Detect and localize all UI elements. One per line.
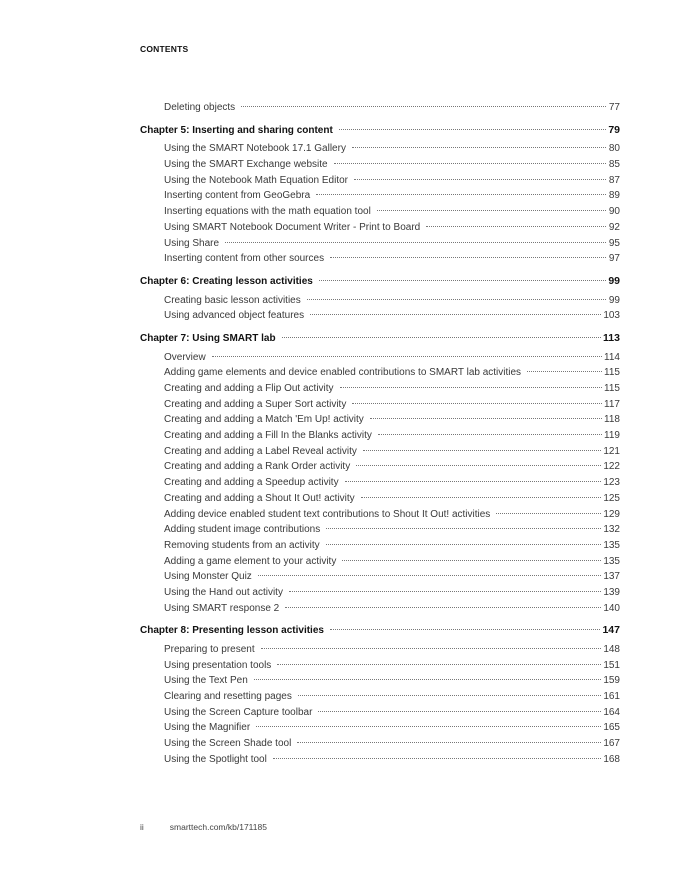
toc-entry-title: Creating and adding a Fill In the Blanks activity xyxy=(164,430,372,442)
toc-entry-title: Using the Text Pen xyxy=(164,675,248,687)
toc-entry-title: Creating basic lesson activities xyxy=(164,294,301,306)
toc-page-number: 97 xyxy=(608,253,620,265)
toc-page-number: 168 xyxy=(603,753,620,765)
toc-entry-link[interactable] xyxy=(140,507,620,523)
toc-entry-title: Using Share xyxy=(164,237,220,249)
dot-leader xyxy=(527,371,602,372)
toc-entry-title: Creating and adding a Shout It Out! activity xyxy=(164,492,355,504)
toc-page-number: 79 xyxy=(608,123,620,136)
dot-leader xyxy=(319,280,606,281)
toc-page-number: 164 xyxy=(603,706,620,718)
toc-entry-link[interactable] xyxy=(140,188,620,204)
toc-entry-title: Using the Magnifier xyxy=(164,722,251,734)
toc-page-number: 135 xyxy=(603,555,620,567)
toc-entry-title: Inserting content from other sources xyxy=(164,253,325,265)
dot-leader xyxy=(426,226,606,227)
dot-leader xyxy=(289,591,601,592)
dot-leader xyxy=(352,403,602,404)
toc-chapter-link[interactable] xyxy=(140,274,620,290)
toc-entry-link[interactable] xyxy=(140,157,620,173)
toc-entry-title: Creating and adding a Label Reveal activity xyxy=(164,445,357,457)
toc-entry-link[interactable] xyxy=(140,601,620,617)
dot-leader xyxy=(307,299,606,300)
dot-leader xyxy=(212,356,602,357)
toc-entry-title: Chapter 6: Creating lesson activities xyxy=(140,275,313,287)
toc-entry-link[interactable] xyxy=(140,459,620,475)
toc-entry-link[interactable] xyxy=(140,381,620,397)
toc-page-number: 90 xyxy=(608,206,620,218)
dot-leader xyxy=(345,481,602,482)
dot-leader xyxy=(241,106,606,107)
toc-entry-link[interactable] xyxy=(140,673,620,689)
dot-leader xyxy=(282,337,601,338)
toc-page-number: 165 xyxy=(603,722,620,734)
toc-page-number: 99 xyxy=(608,294,620,306)
toc-entry-link[interactable] xyxy=(140,236,620,252)
toc-entry-link[interactable] xyxy=(140,141,620,157)
toc-page-number: 148 xyxy=(603,644,620,655)
toc-page-number: 85 xyxy=(608,159,620,171)
toc-entry-title: Using the Spotlight tool xyxy=(164,753,267,765)
toc-entry-link[interactable] xyxy=(140,412,620,428)
toc-page-number: 159 xyxy=(603,675,620,687)
page-footer xyxy=(140,822,267,832)
toc-entry-title: Creating and adding a Super Sort activity xyxy=(164,398,347,410)
toc-entry-link[interactable] xyxy=(140,658,620,674)
toc-entry-title: Removing students from an activity xyxy=(164,539,320,551)
toc-entry-link[interactable] xyxy=(140,350,620,366)
footer-page-number: ii xyxy=(140,822,144,832)
toc-entry-title: Adding device enabled student text contributions to Shout It Out! activities xyxy=(164,508,491,520)
toc-entry-title: Overview xyxy=(164,351,206,363)
toc-page-number: 122 xyxy=(603,461,620,473)
toc-page-number: 137 xyxy=(603,571,620,583)
dot-leader xyxy=(354,179,606,180)
dot-leader xyxy=(363,450,601,451)
dot-leader xyxy=(330,257,606,258)
toc-entry-title: Chapter 5: Inserting and sharing content xyxy=(140,124,333,136)
toc-page-number: 99 xyxy=(608,274,620,287)
toc-entry-title: Creating and adding a Rank Order activity xyxy=(164,461,351,473)
toc-page-number: 80 xyxy=(608,143,620,155)
toc-entry-link[interactable] xyxy=(140,308,620,324)
toc-entry-title: Using SMART response 2 xyxy=(164,602,280,614)
dot-leader xyxy=(352,147,606,148)
toc-page-number: 129 xyxy=(603,508,620,520)
toc-page-number: 139 xyxy=(603,586,620,598)
toc-entry-title: Deleting objects xyxy=(164,102,236,113)
toc-page-number: 89 xyxy=(608,190,620,202)
toc-entry-title: Using the Screen Shade tool xyxy=(164,738,292,750)
toc-entry-title: Adding student image contributions xyxy=(164,524,321,536)
toc-entry-title: Using SMART Notebook Document Writer - Print to Board xyxy=(164,221,421,233)
dot-leader xyxy=(330,629,601,630)
toc-entry-title: Creating and adding a Flip Out activity xyxy=(164,383,334,394)
toc-entry-title: Chapter 8: Presenting lesson activities xyxy=(140,625,324,637)
toc-entry-title: Using the SMART Exchange website xyxy=(164,159,328,171)
footer-url-link[interactable]: smarttech.com/kb/171185 xyxy=(169,822,267,832)
dot-leader xyxy=(318,711,601,712)
toc-entry-link[interactable] xyxy=(140,173,620,189)
toc-entry-link[interactable] xyxy=(140,689,620,705)
toc-entry-title: Using the Hand out activity xyxy=(164,586,283,598)
toc-chapter-link[interactable] xyxy=(140,123,620,139)
toc-entry-link[interactable] xyxy=(140,251,620,267)
toc-chapter-link[interactable] xyxy=(140,331,620,347)
dot-leader xyxy=(378,434,602,435)
toc-page-number: 95 xyxy=(608,237,620,249)
toc-entry-link[interactable] xyxy=(140,220,620,236)
toc-entry-title: Adding a game element to your activity xyxy=(164,555,337,567)
dot-leader xyxy=(326,528,601,529)
toc-entry-title: Inserting equations with the math equation tool xyxy=(164,206,371,218)
toc-entry-link[interactable] xyxy=(140,705,620,721)
toc-page-number: 132 xyxy=(603,524,620,536)
toc-entry-link[interactable] xyxy=(140,585,620,601)
dot-leader xyxy=(225,242,606,243)
toc-entry-link[interactable] xyxy=(140,204,620,220)
toc-page-number: 135 xyxy=(603,539,620,551)
toc-entry-link[interactable] xyxy=(140,100,620,116)
toc-page-number: 161 xyxy=(603,691,620,703)
toc-entry-title: Using Monster Quiz xyxy=(164,571,252,583)
dot-leader xyxy=(339,129,606,130)
toc-page-number: 92 xyxy=(608,221,620,233)
page-header-title: CONTENTS xyxy=(140,44,189,54)
toc-entry-title: Creating and adding a Match 'Em Up! activity xyxy=(164,414,364,426)
toc-entry-link[interactable] xyxy=(140,522,620,538)
dot-leader xyxy=(261,648,602,649)
toc-entry-title: Inserting content from GeoGebra xyxy=(164,190,311,202)
dot-leader xyxy=(297,742,601,743)
dot-leader xyxy=(273,758,601,759)
toc-page-number: 147 xyxy=(602,624,620,637)
toc-entry-link[interactable] xyxy=(140,538,620,554)
toc-page-number: 114 xyxy=(604,351,620,363)
dot-leader xyxy=(334,163,606,164)
dot-leader xyxy=(298,695,601,696)
dot-leader xyxy=(326,544,602,545)
dot-leader xyxy=(285,607,601,608)
toc-entry-link[interactable] xyxy=(140,365,620,381)
toc-page-number: 121 xyxy=(603,445,620,457)
dot-leader xyxy=(377,210,606,211)
dot-leader xyxy=(256,726,601,727)
toc-entry-title: Using advanced object features xyxy=(164,310,305,322)
dot-leader xyxy=(258,575,602,576)
dot-leader xyxy=(316,194,606,195)
toc-page-number: 113 xyxy=(603,331,620,344)
toc-page-number: 123 xyxy=(603,477,620,489)
dot-leader xyxy=(254,679,602,680)
toc-entry-link[interactable] xyxy=(140,491,620,507)
toc-entry-link[interactable] xyxy=(140,736,620,752)
toc-entry-title: Using the SMART Notebook 17.1 Gallery xyxy=(164,143,346,155)
toc-page-number: 140 xyxy=(603,602,620,614)
toc-entry-title: Chapter 7: Using SMART lab xyxy=(140,332,276,344)
toc-entry-link[interactable] xyxy=(140,444,620,460)
toc-entry-link[interactable] xyxy=(140,475,620,491)
toc-page-number: 87 xyxy=(608,174,620,186)
dot-leader xyxy=(370,418,602,419)
dot-leader xyxy=(496,513,601,514)
toc-entry-title: Creating and adding a Speedup activity xyxy=(164,477,339,489)
toc-entry-link[interactable] xyxy=(140,554,620,570)
toc-page-number: 117 xyxy=(604,398,620,410)
toc-entry-link[interactable] xyxy=(140,569,620,585)
toc-entry-title: Clearing and resetting pages xyxy=(164,691,292,703)
toc-entry-title: Adding game elements and device enabled contributions to SMART lab activities xyxy=(164,367,522,379)
toc-entry-link[interactable] xyxy=(140,642,620,658)
dot-leader xyxy=(342,560,601,561)
dot-leader xyxy=(310,314,601,315)
dot-leader xyxy=(356,465,601,466)
toc-entry-title: Using presentation tools xyxy=(164,659,272,671)
toc-entry-link[interactable] xyxy=(140,397,620,413)
toc-page-number: 77 xyxy=(608,102,620,113)
toc-page-number: 119 xyxy=(604,430,620,442)
dot-leader xyxy=(361,497,602,498)
table-of-contents xyxy=(140,100,620,768)
toc-page-number: 118 xyxy=(604,414,620,426)
toc-page-number: 167 xyxy=(603,738,620,750)
dot-leader xyxy=(277,664,601,665)
toc-entry-link[interactable] xyxy=(140,428,620,444)
toc-page-number: 115 xyxy=(604,367,620,379)
toc-entry-title: Preparing to present xyxy=(164,644,255,655)
toc-page-number: 125 xyxy=(603,492,620,504)
dot-leader xyxy=(340,387,603,388)
toc-entry-link[interactable] xyxy=(140,293,620,309)
toc-entry-title: Using the Screen Capture toolbar xyxy=(164,706,313,718)
toc-entry-link[interactable] xyxy=(140,720,620,736)
toc-entry-link[interactable] xyxy=(140,752,620,768)
toc-page-number: 103 xyxy=(603,310,620,322)
toc-entry-title: Using the Notebook Math Equation Editor xyxy=(164,174,348,186)
toc-page-number: 115 xyxy=(604,383,620,394)
toc-chapter-link[interactable] xyxy=(140,623,620,639)
toc-page-number: 151 xyxy=(603,659,620,671)
